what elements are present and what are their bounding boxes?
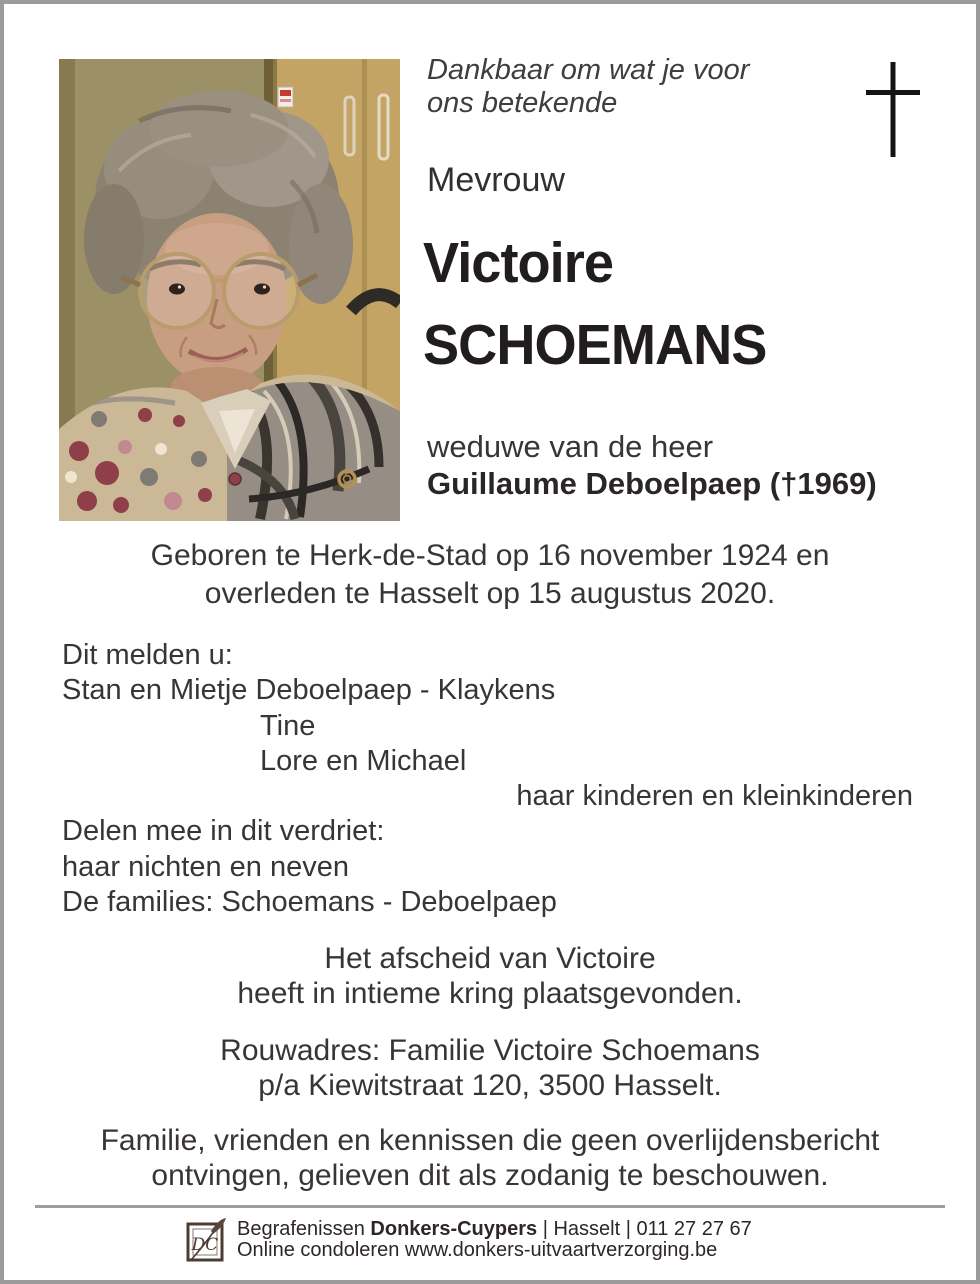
footer-divider bbox=[35, 1205, 945, 1208]
logo-monogram: DC bbox=[191, 1235, 219, 1255]
family-line: Stan en Mietje Deboelpaep - Klaykens bbox=[62, 674, 556, 707]
notice-line-1: Familie, vrienden en kennissen die geen overlijdensbericht bbox=[100, 1124, 880, 1157]
portrait-illustration bbox=[59, 59, 400, 521]
spouse-name: Guillaume Deboelpaep (†1969) bbox=[427, 466, 877, 501]
announcement-intro: Dit melden u: bbox=[62, 639, 233, 671]
farewell-line-1: Het afscheid van Victoire bbox=[324, 942, 656, 975]
life-dates bbox=[4, 537, 976, 613]
death-line: overleden te Hasselt op 15 augustus 2020. bbox=[204, 577, 776, 610]
dc-quill-monogram-icon bbox=[185, 1217, 227, 1264]
deceased-last-name: SCHOEMANS bbox=[423, 313, 767, 377]
spouse-block bbox=[427, 428, 877, 502]
notice-line-2: ontvingen, gelieven dit als zodanig te beschouwen. bbox=[151, 1159, 829, 1192]
quote-line-1: Dankbaar om wat je voor bbox=[427, 54, 750, 86]
condolence-url-line: Online condoleren www.donkers-uitvaartverzorging.be bbox=[237, 1239, 718, 1261]
mourning-address-line-2: p/a Kiewitstraat 120, 3500 Hasselt. bbox=[258, 1069, 722, 1102]
deceased-first-name: Victoire bbox=[423, 231, 614, 295]
farewell-block bbox=[4, 941, 976, 1011]
quote-line-2: ons betekende bbox=[427, 87, 618, 119]
widow-of-label: weduwe van de heer bbox=[427, 429, 714, 464]
funeral-home-contact: | Hasselt | 011 27 27 67 bbox=[537, 1218, 752, 1240]
opening-quote bbox=[427, 54, 749, 120]
farewell-line-2: heeft in intieme kring plaatsgevonden. bbox=[237, 977, 743, 1010]
grief-line-2: De families: Schoemans - Deboelpaep bbox=[62, 886, 557, 919]
grief-line-1: haar nichten en neven bbox=[62, 850, 349, 883]
portrait-photo bbox=[59, 59, 400, 521]
grief-intro: Delen mee in dit verdriet: bbox=[62, 815, 385, 848]
child-line-1: Tine bbox=[260, 709, 316, 742]
salutation: Mevrouw bbox=[427, 161, 565, 199]
child-line-2: Lore en Michael bbox=[260, 744, 467, 777]
mourning-address-line-1: Rouwadres: Familie Victoire Schoemans bbox=[220, 1034, 760, 1067]
mourning-address-block bbox=[4, 1033, 976, 1103]
birth-line: Geboren te Herk-de-Stad op 16 november 1924 en bbox=[150, 539, 830, 572]
funeral-home-line-1 bbox=[237, 1219, 752, 1240]
funeral-home-info bbox=[237, 1219, 752, 1261]
cross-icon bbox=[866, 62, 920, 157]
notice-block bbox=[4, 1123, 976, 1193]
announcement-block bbox=[62, 638, 913, 920]
funeral-home-brand: Donkers-Cuypers bbox=[370, 1218, 538, 1240]
deceased-name bbox=[423, 222, 766, 386]
funeral-home-prefix: Begrafenissen bbox=[237, 1218, 371, 1240]
relation-line: haar kinderen en kleinkinderen bbox=[516, 780, 913, 813]
funeral-home-logo bbox=[185, 1217, 227, 1264]
